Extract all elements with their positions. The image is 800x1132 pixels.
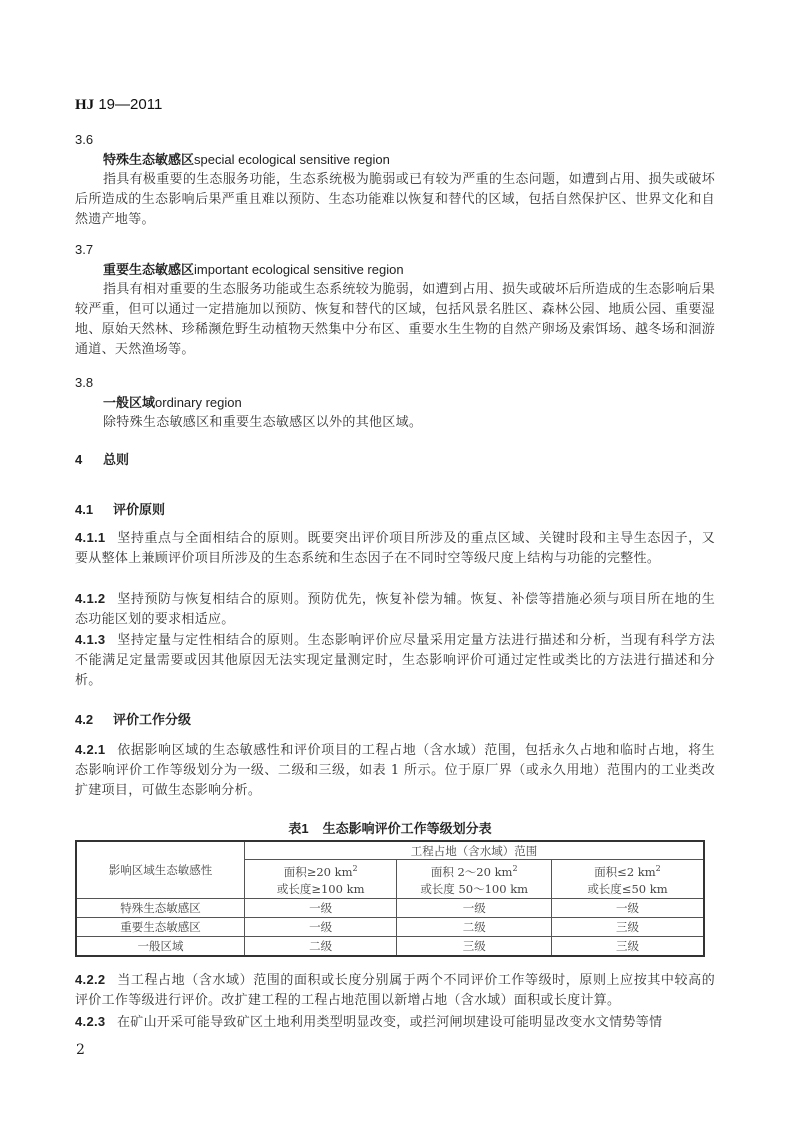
column-header-cell [397,860,552,899]
length-range: 或长度≥100 km [276,881,365,896]
section-number: 4.2 [75,712,94,727]
clause-4-2-1 [75,740,715,801]
para-line: 指具有相对重要的生态服务功能或生态系统较为脆弱，如遭到占用、损失或破坏后所造成的生态影 [103,282,676,297]
grade-cell: 三级 [551,936,704,956]
term-en: ordinary region [155,395,242,410]
clause-line: 将生态影响评价工作等级划分为一级、二级和三级，如表 1 所示。位于原厂界（或永久用地）范围内的 [75,743,715,778]
clause-4-1-1 [75,528,715,569]
clause-line: 坚持定量与定性相结合的原则。生态影响评价应尽量采用定量方法进行描述和分析，当现有科 [117,633,675,648]
page-number: 2 [76,1042,85,1058]
section-3-6 [75,130,715,230]
clause-line: 性。 [633,551,661,566]
clause-number: 4.1.3 [75,632,106,647]
table-row [76,898,704,917]
section-number: 3.7 [75,242,94,257]
clause-number: 4.2.3 [75,1014,106,1029]
section-4-2-heading [75,710,715,730]
section-title: 评价原则 [113,502,166,517]
column-header-cell [551,860,704,899]
clause-number: 4.1.1 [75,530,106,545]
definition-paragraph [75,170,715,230]
length-range: 或长度 50～100 km [420,881,529,896]
para-line: 世界文化和自然遗产地等。 [75,192,715,227]
table-title: 生态影响评价工作等级划分表 [322,821,492,836]
clause-line: 当工程占地（含水域）范围的面积或长度分别属于两个不同评价工作等级时，原则上应按其中 [117,973,675,988]
clause-line: 地的生态功能区划的要求相适应。 [75,592,715,627]
clause-line: 学方法不能满足定量需要或因其他原因无法实现定量测定时，生态影响评价可通过定性或类比的方法进 [75,633,715,668]
term-heading [75,150,715,170]
clause-4-2-3 [75,1012,715,1033]
clause-line: 在矿山开采可能导致矿区土地利用类型明显改变，或拦河闸坝建设可能明显改变水文情势等情 [117,1015,663,1030]
standard-code: HJ [75,97,95,113]
grade-cell: 二级 [397,917,552,936]
para-line: 或破坏后所造成的生态影响后果严重且难以预防、生态功能难以恢复和替代的区域，包括自然保护区、 [75,172,716,207]
table-caption [75,818,705,837]
table-header-row [76,841,704,860]
term-heading [75,260,715,280]
standard-number: 19—2011 [98,96,163,113]
clause-number: 4.2.2 [75,972,106,987]
table-row [76,917,704,936]
group-header-cell: 工程占地（含水域）范围 [244,841,704,860]
superscript: 2 [352,864,358,873]
para-line: 响后果较严重，但可以通过一定措施加以预防、恢复和替代的区域，包括风景名胜区、森林公园、地质 [75,282,716,317]
clause-line: 坚持预防与恢复相结合的原则。预防优先，恢复补偿为辅。恢复、补偿等措施必须与项目所在 [117,592,675,607]
clause-4-1-2 [75,589,715,630]
section-4-1-heading [75,500,715,520]
section-3-8 [75,373,715,433]
superscript: 2 [655,864,661,873]
table-number: 表1 [288,821,309,836]
table-row [76,936,704,956]
definition-paragraph: 除特殊生态敏感区和重要生态敏感区以外的其他区域。 [103,415,423,430]
section-number: 4.1 [75,502,94,517]
superscript: 2 [512,864,518,873]
row-label-cell: 一般区域 [76,936,244,956]
clause-4-2-2 [75,970,715,1011]
clause-number: 4.2.1 [75,742,106,757]
clause-line: 较高的评价工作等级进行评价。改扩建工程的工程占地范围以新增占地（含水域）面积或长度计算。 [75,973,715,1008]
area-range: 面积 2～20 km [430,864,513,879]
term-cn: 特殊生态敏感区 [103,152,195,167]
grade-cell: 一级 [397,898,552,917]
clause-line: 工业类改扩建项目，可做生态影响分析。 [75,763,715,798]
section-title: 总则 [103,452,130,467]
row-label-cell: 特殊生态敏感区 [76,898,244,917]
grade-cell: 三级 [551,917,704,936]
term-cn: 重要生态敏感区 [103,262,195,277]
clause-line: 行描述和分析。 [75,653,715,688]
term-cn: 一般区域 [103,395,156,410]
para-line: 公园、重要湿地、原始天然林、珍稀濒危野生动植物天然集中分布区、重要水生生物的自然产卵场及索 [75,302,715,337]
standard-header [75,96,162,114]
clause-number: 4.1.2 [75,591,106,606]
clause-line: 子，又要从整体上兼顾评价项目所涉及的生态系统和生态因子在不同时空等级尺度上结构与功能的完整 [75,531,715,566]
term-en: important ecological sensitive region [194,262,404,277]
area-range: 面积≤2 km [594,864,656,879]
section-title: 评价工作分级 [113,712,192,727]
para-line: 饵场、越冬场和洄游通道、天然渔场等。 [75,322,716,357]
para-line: 指具有极重要的生态服务功能，生态系统极为脆弱或已有较为严重的生态问题，如遭到占用、损失 [103,172,676,187]
section-number: 4 [75,452,83,467]
length-range: 或长度≤50 km [587,881,668,896]
term-heading [75,393,715,413]
grading-table [75,840,705,957]
row-header-cell: 影响区域生态敏感性 [76,841,244,898]
area-range: 面积≥20 km [283,864,353,879]
section-number: 3.6 [75,132,94,147]
row-label-cell: 重要生态敏感区 [76,917,244,936]
column-header-cell [244,860,397,899]
term-en: special ecological sensitive region [194,152,390,167]
grade-cell: 一级 [551,898,704,917]
grade-cell: 二级 [244,936,397,956]
clause-line: 依据影响区域的生态敏感性和评价项目的工程占地（含水域）范围，包括永久占地和临时占地， [117,743,689,758]
grade-cell: 一级 [244,898,397,917]
clause-4-1-3 [75,630,715,691]
grade-cell: 三级 [397,936,552,956]
clause-line: 坚持重点与全面相结合的原则。既要突出评价项目所涉及的重点区域、关键时段和主导生态因 [117,531,675,546]
section-4-heading [75,450,715,470]
section-number: 3.8 [75,375,94,390]
definition-paragraph [75,280,715,360]
section-3-7 [75,240,715,360]
grade-cell: 一级 [244,917,397,936]
